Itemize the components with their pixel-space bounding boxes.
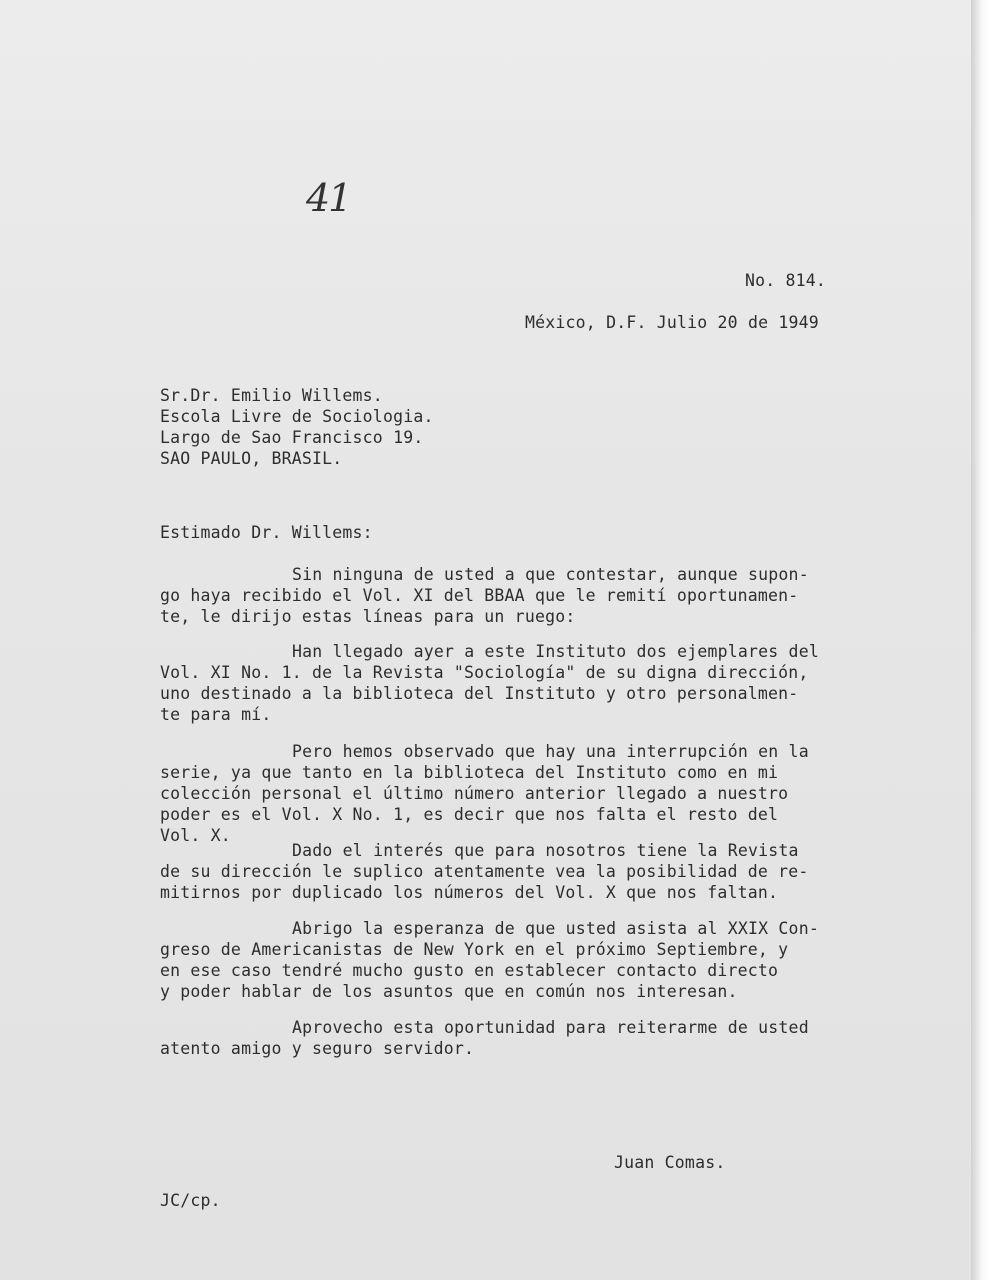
body-line: Dado el interés que para nosotros tiene la Revista (292, 841, 799, 860)
body-line: de su dirección le suplico atentamente vea la posibilidad de re- (160, 862, 809, 881)
body-line: poder es el Vol. X No. 1, es decir que nos falta el resto del (160, 805, 779, 824)
body-line: te, le dirijo estas líneas para un ruego: (160, 607, 576, 626)
body-line: Pero hemos observado que hay una interrupción en la (292, 742, 809, 761)
body-line: go haya recibido el Vol. XI del BBAA que le remití oportunamen- (160, 586, 799, 605)
body-line: colección personal el último número anterior llegado a nuestro (160, 784, 789, 803)
body-line: Aprovecho esta oportunidad para reiterarme de usted (292, 1018, 809, 1037)
body-line: greso de Americanistas de New York en el próximo Septiembre, y (160, 940, 789, 959)
signature-name: Juan Comas. (614, 1153, 726, 1172)
body-line: Sin ninguna de usted a que contestar, aunque supon- (292, 565, 809, 584)
salutation: Estimado Dr. Willems: (160, 523, 373, 542)
body-line: Abrigo la esperanza de que usted asista al XXIX Con- (292, 919, 819, 938)
address-line: Escola Livre de Sociologia. (160, 407, 434, 426)
body-line: y poder hablar de los asuntos que en común nos interesan. (160, 982, 738, 1001)
paper-edge (971, 0, 989, 1280)
body-line: Vol. XI No. 1. de la Revista "Sociología" de su digna dirección, (160, 663, 809, 682)
date-line: México, D.F. Julio 20 de 1949 (525, 313, 819, 332)
body-line: atento amigo y seguro servidor. (160, 1039, 475, 1058)
body-line: serie, ya que tanto en la biblioteca del Instituto como en mi (160, 763, 779, 782)
typist-initials: JC/cp. (160, 1191, 221, 1210)
body-line: Han llegado ayer a este Instituto dos ejemplares del (292, 642, 819, 661)
address-line: Largo de Sao Francisco 19. (160, 428, 424, 447)
body-line: mitirnos por duplicado los números del Vol. X que nos faltan. (160, 883, 779, 902)
body-line: uno destinado a la biblioteca del Instituto y otro personalmen- (160, 684, 799, 703)
body-line: en ese caso tendré mucho gusto en establecer contacto directo (160, 961, 779, 980)
reference-number: No. 814. (745, 271, 827, 290)
address-line: SAO PAULO, BRASIL. (160, 449, 343, 468)
body-line: te para mí. (160, 705, 272, 724)
handwritten-page-number: 41 (306, 176, 351, 220)
address-line: Sr.Dr. Emilio Willems. (160, 386, 383, 405)
body-line: Vol. X. (160, 826, 231, 845)
